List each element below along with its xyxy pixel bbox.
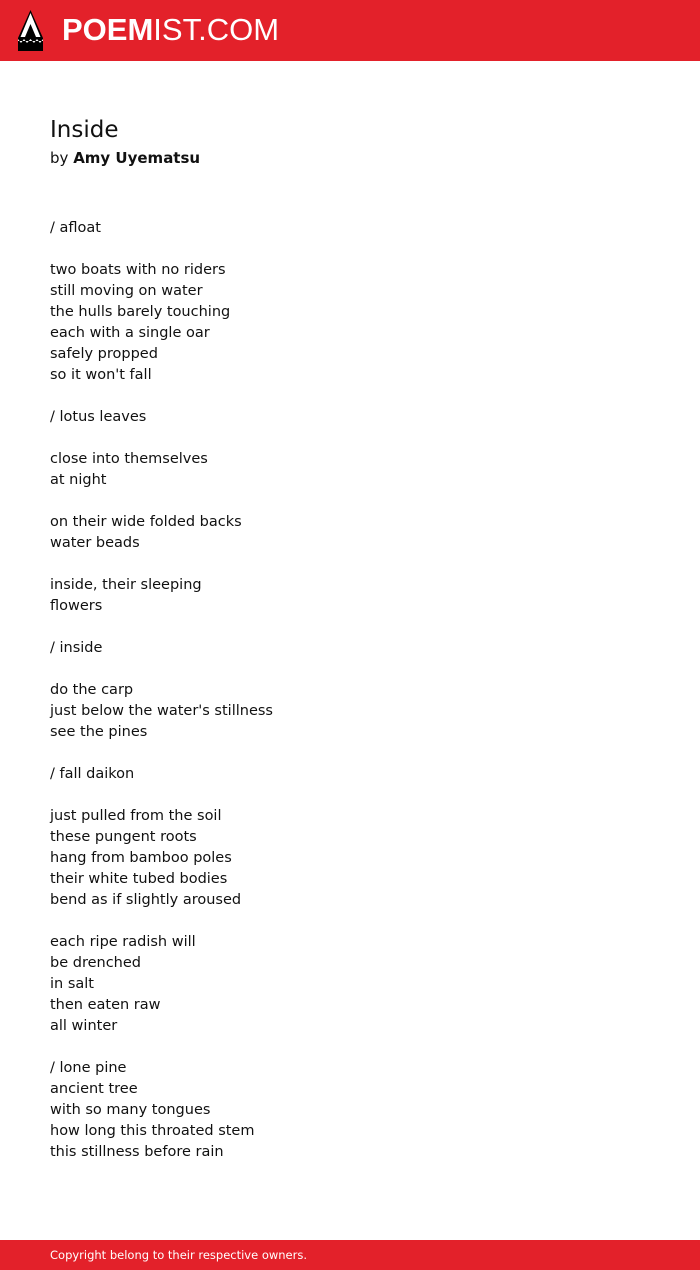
poem-line: this stillness before rain (50, 1144, 224, 1160)
poem-line: be drenched (50, 955, 141, 971)
poem-line: each with a single oar (50, 325, 210, 341)
poem-line: close into themselves (50, 451, 208, 467)
poem-stanza (50, 806, 650, 911)
poem-line: / inside (50, 640, 103, 656)
poem-line: / lotus leaves (50, 409, 147, 425)
poem-header (50, 114, 650, 169)
poem-line: water beads (50, 535, 140, 551)
poem-line: just below the water's stillness (50, 703, 273, 719)
poem-line: so it won't fall (50, 367, 152, 383)
poem-line: how long this throated stem (50, 1123, 255, 1139)
poem-stanza (50, 932, 650, 1037)
poem-line: / fall daikon (50, 766, 135, 782)
poem-line: in salt (50, 976, 94, 992)
poem-title: Inside (50, 117, 119, 143)
site-header (0, 0, 700, 61)
poem-line: at night (50, 472, 107, 488)
poem-body (50, 218, 650, 1184)
poem-stanza (50, 260, 650, 386)
byline (50, 147, 650, 169)
site-footer (0, 1240, 700, 1270)
poem-line: all winter (50, 1018, 118, 1034)
poem-stanza (50, 407, 650, 428)
site-logo[interactable] (62, 11, 279, 49)
poem-line: / lone pine (50, 1060, 127, 1076)
poem-line: just pulled from the soil (50, 808, 222, 824)
byline-prefix: by (50, 149, 69, 167)
poem-line: flowers (50, 598, 103, 614)
poem-line: their white tubed bodies (50, 871, 228, 887)
poem-line: each ripe radish will (50, 934, 196, 950)
poem-stanza (50, 638, 650, 659)
poem-stanza (50, 218, 650, 239)
author-name: Amy Uyematsu (73, 149, 201, 167)
poem-line: still moving on water (50, 283, 203, 299)
poem-line: inside, their sleeping (50, 577, 202, 593)
poem-stanza (50, 764, 650, 785)
poem-line: / afloat (50, 220, 101, 236)
poem-line: these pungent roots (50, 829, 197, 845)
copyright-text: Copyright belong to their respective owners. (50, 1248, 308, 1262)
poem-stanza (50, 1058, 650, 1163)
poem-line: with so many tongues (50, 1102, 211, 1118)
poem-stanza (50, 680, 650, 743)
poem-line: the hulls barely touching (50, 304, 231, 320)
poem-stanza (50, 449, 650, 491)
poem-stanza (50, 512, 650, 554)
poem-line: then eaten raw (50, 997, 161, 1013)
poem-line: safely propped (50, 346, 158, 362)
poem-line: ancient tree (50, 1081, 138, 1097)
logo-text-light: IST.COM (153, 12, 280, 47)
pencil-tip-icon[interactable] (18, 10, 43, 51)
poem-line: bend as if slightly aroused (50, 892, 242, 908)
poem-line: two boats with no riders (50, 262, 226, 278)
poem-stanza (50, 575, 650, 617)
poem-line: see the pines (50, 724, 148, 740)
poem-line: do the carp (50, 682, 134, 698)
logo-text-bold: POEM (62, 12, 154, 47)
poem-line: on their wide folded backs (50, 514, 242, 530)
poem-line: hang from bamboo poles (50, 850, 232, 866)
